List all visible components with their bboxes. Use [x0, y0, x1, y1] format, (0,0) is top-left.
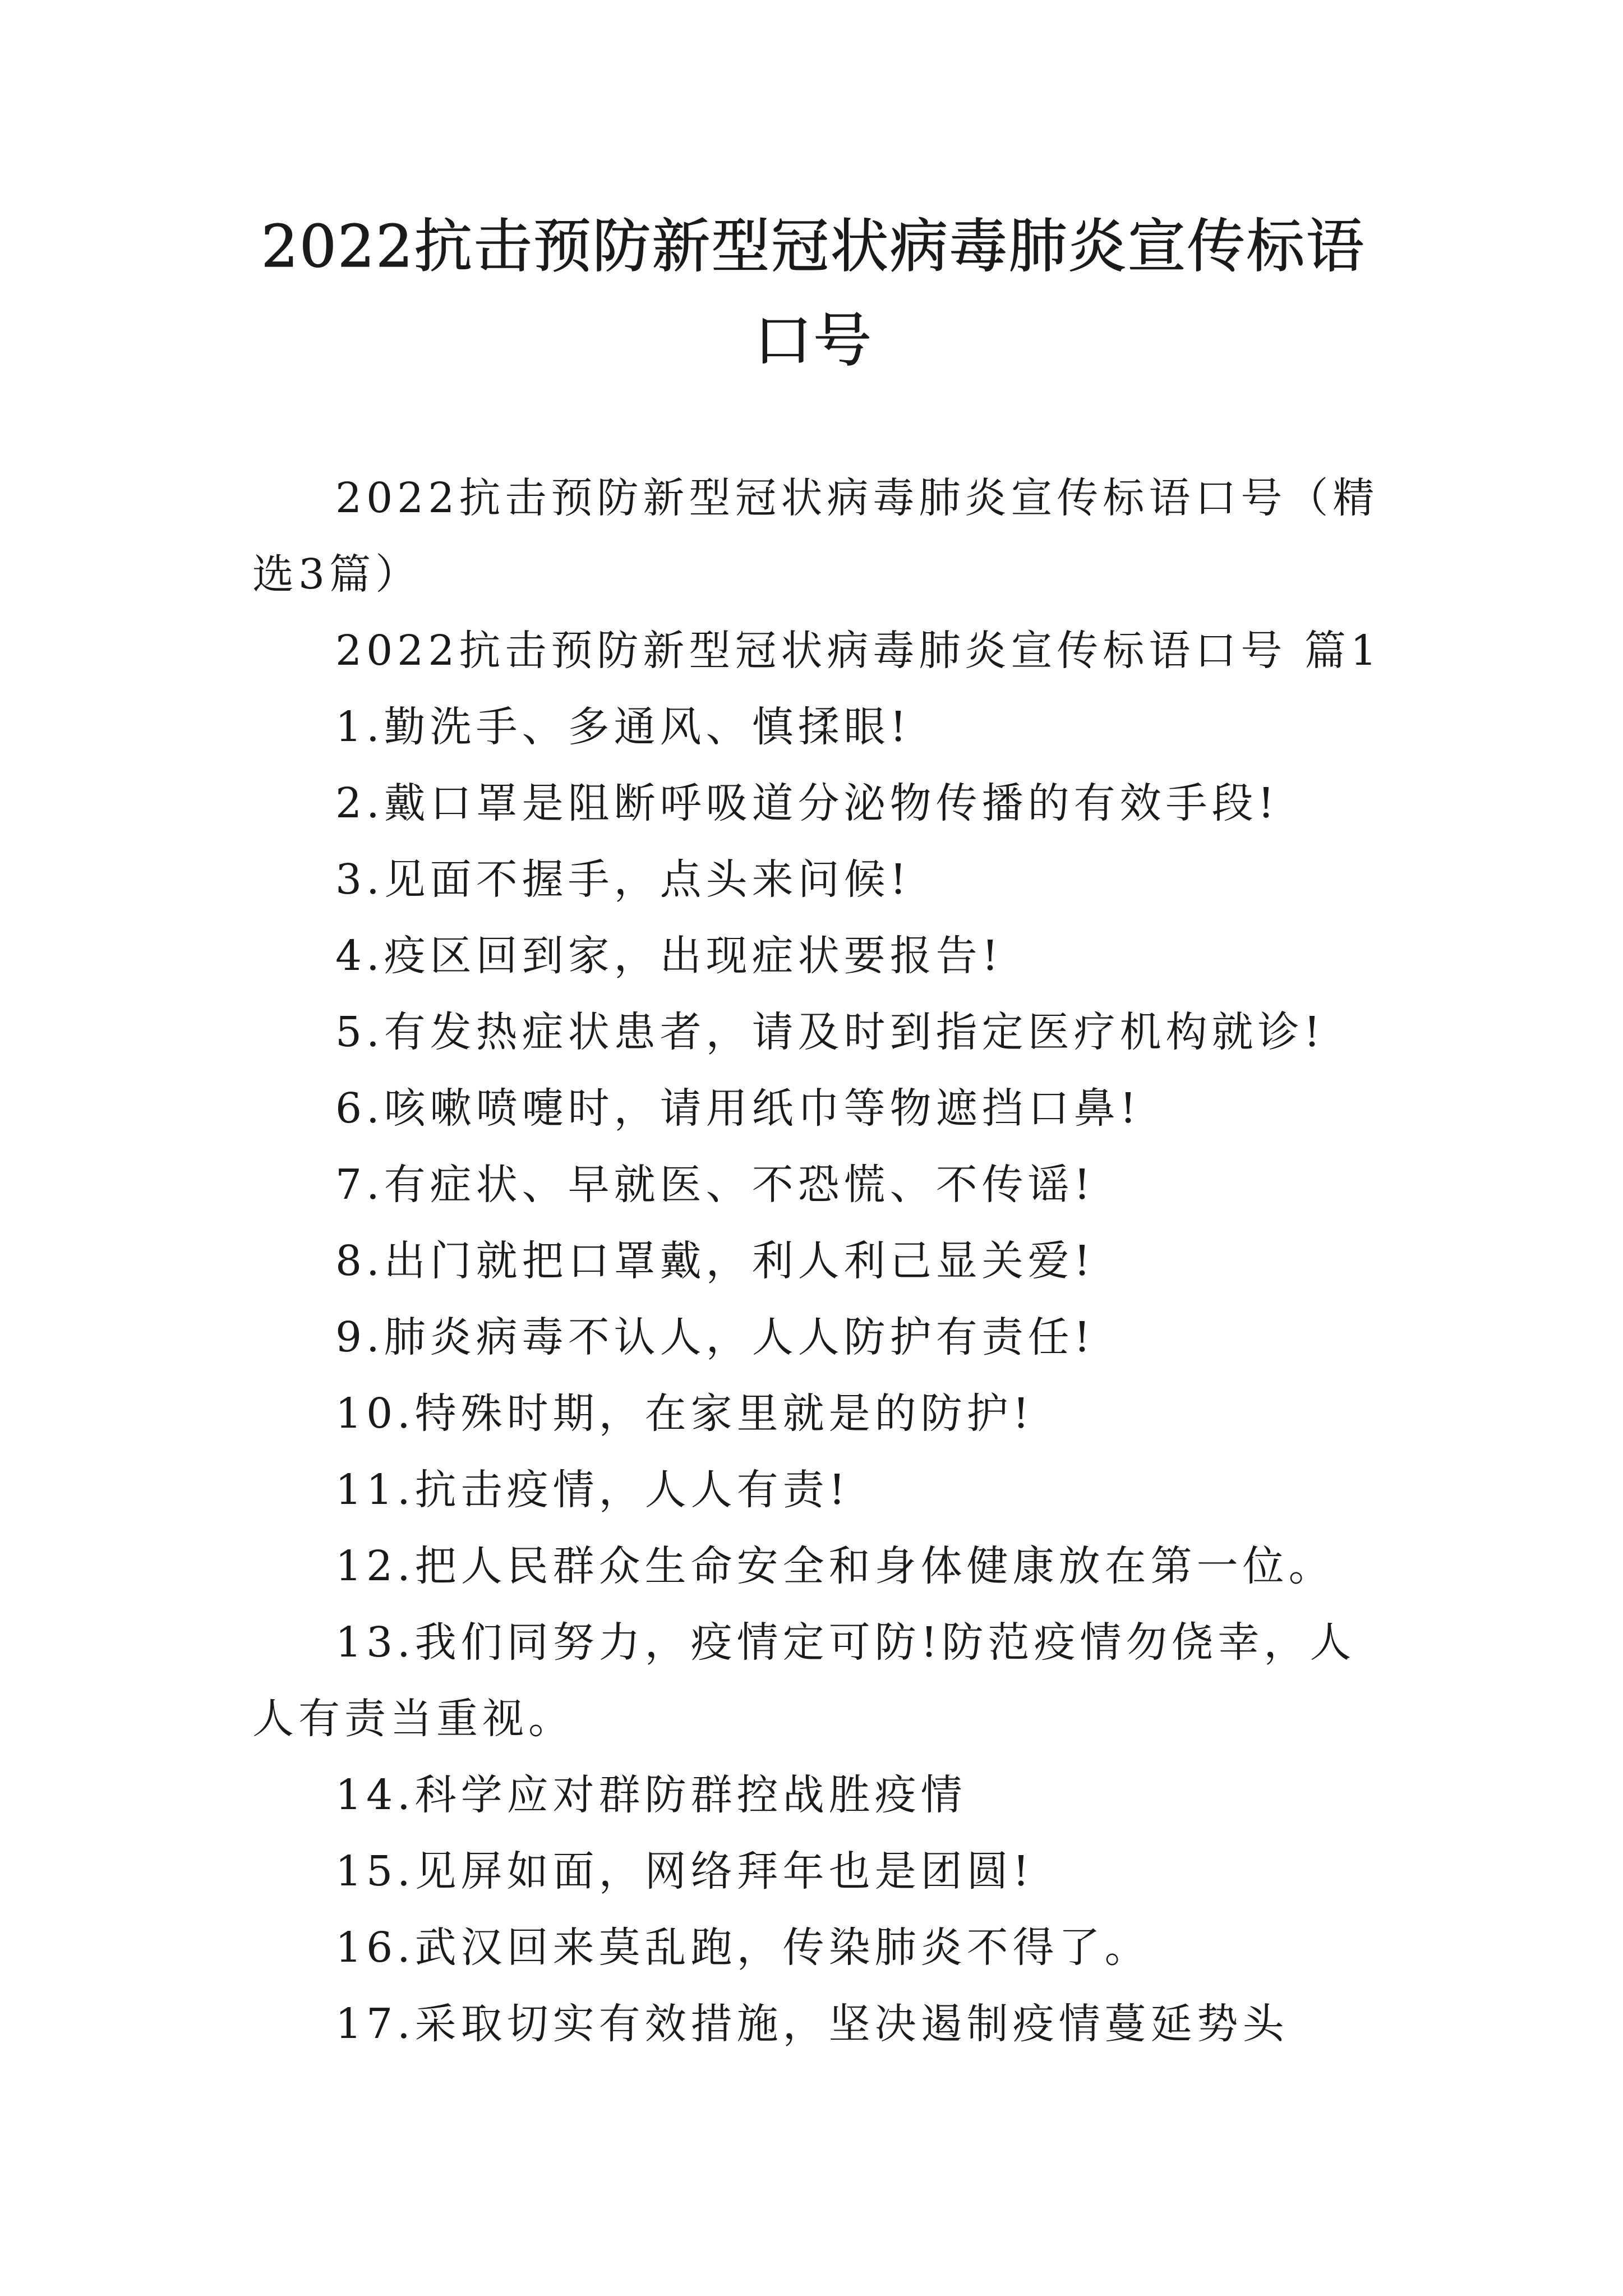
slogan-item: 6.咳嗽喷嚏时，请用纸巾等物遮挡口鼻! [335, 1084, 1141, 1133]
slogan-item: 8.出门就把口罩戴，利人利己显关爱! [335, 1237, 1095, 1285]
slogan-item: 15.见屏如面，网络拜年也是团圆! [335, 1847, 1034, 1895]
slogan-item: 17.采取切实有效措施，坚决遏制疫情蔓延势头 [335, 2000, 1289, 2048]
slogan-item: 1.勤洗手、多通风、慎揉眼! [335, 703, 911, 751]
slogan-item: 12.把人民群众生命安全和身体健康放在第一位。 [335, 1542, 1335, 1590]
slogan-item: 3.见面不握手，点头来问候! [335, 855, 911, 904]
slogan-item: 14.科学应对群防群控战胜疫情 [335, 1771, 967, 1819]
document-title: 2022抗击预防新型冠状病毒肺炎宣传标语口号 [261, 212, 1366, 375]
slogan-item: 13.我们同努力，疫情定可防!防范疫情勿侥幸，人人有责当重视。 [252, 1618, 1356, 1743]
slogan-item: 11.抗击疫情，人人有责! [335, 1466, 850, 1514]
slogan-item: 5.有发热症状患者，请及时到指定医疗机构就诊! [335, 1008, 1325, 1056]
slogan-item: 10.特殊时期，在家里就是的防护! [335, 1389, 1034, 1438]
document-body [252, 460, 1385, 2062]
slogan-item: 7.有症状、早就医、不恐慌、不传谣! [335, 1161, 1095, 1209]
section-heading: 2022抗击预防新型冠状病毒肺炎宣传标语口号 篇1 [335, 627, 1381, 675]
slogan-item: 2.戴口罩是阻断呼吸道分泌物传播的有效手段! [335, 779, 1279, 827]
slogan-item: 4.疫区回到家，出现症状要报告! [335, 932, 1003, 980]
slogan-item: 9.肺炎病毒不认人，人人防护有责任! [335, 1313, 1095, 1361]
slogan-item: 16.武汉回来莫乱跑，传染肺炎不得了。 [335, 1924, 1151, 1972]
intro-paragraph: 2022抗击预防新型冠状病毒肺炎宣传标语口号（精选3篇） [252, 474, 1379, 599]
